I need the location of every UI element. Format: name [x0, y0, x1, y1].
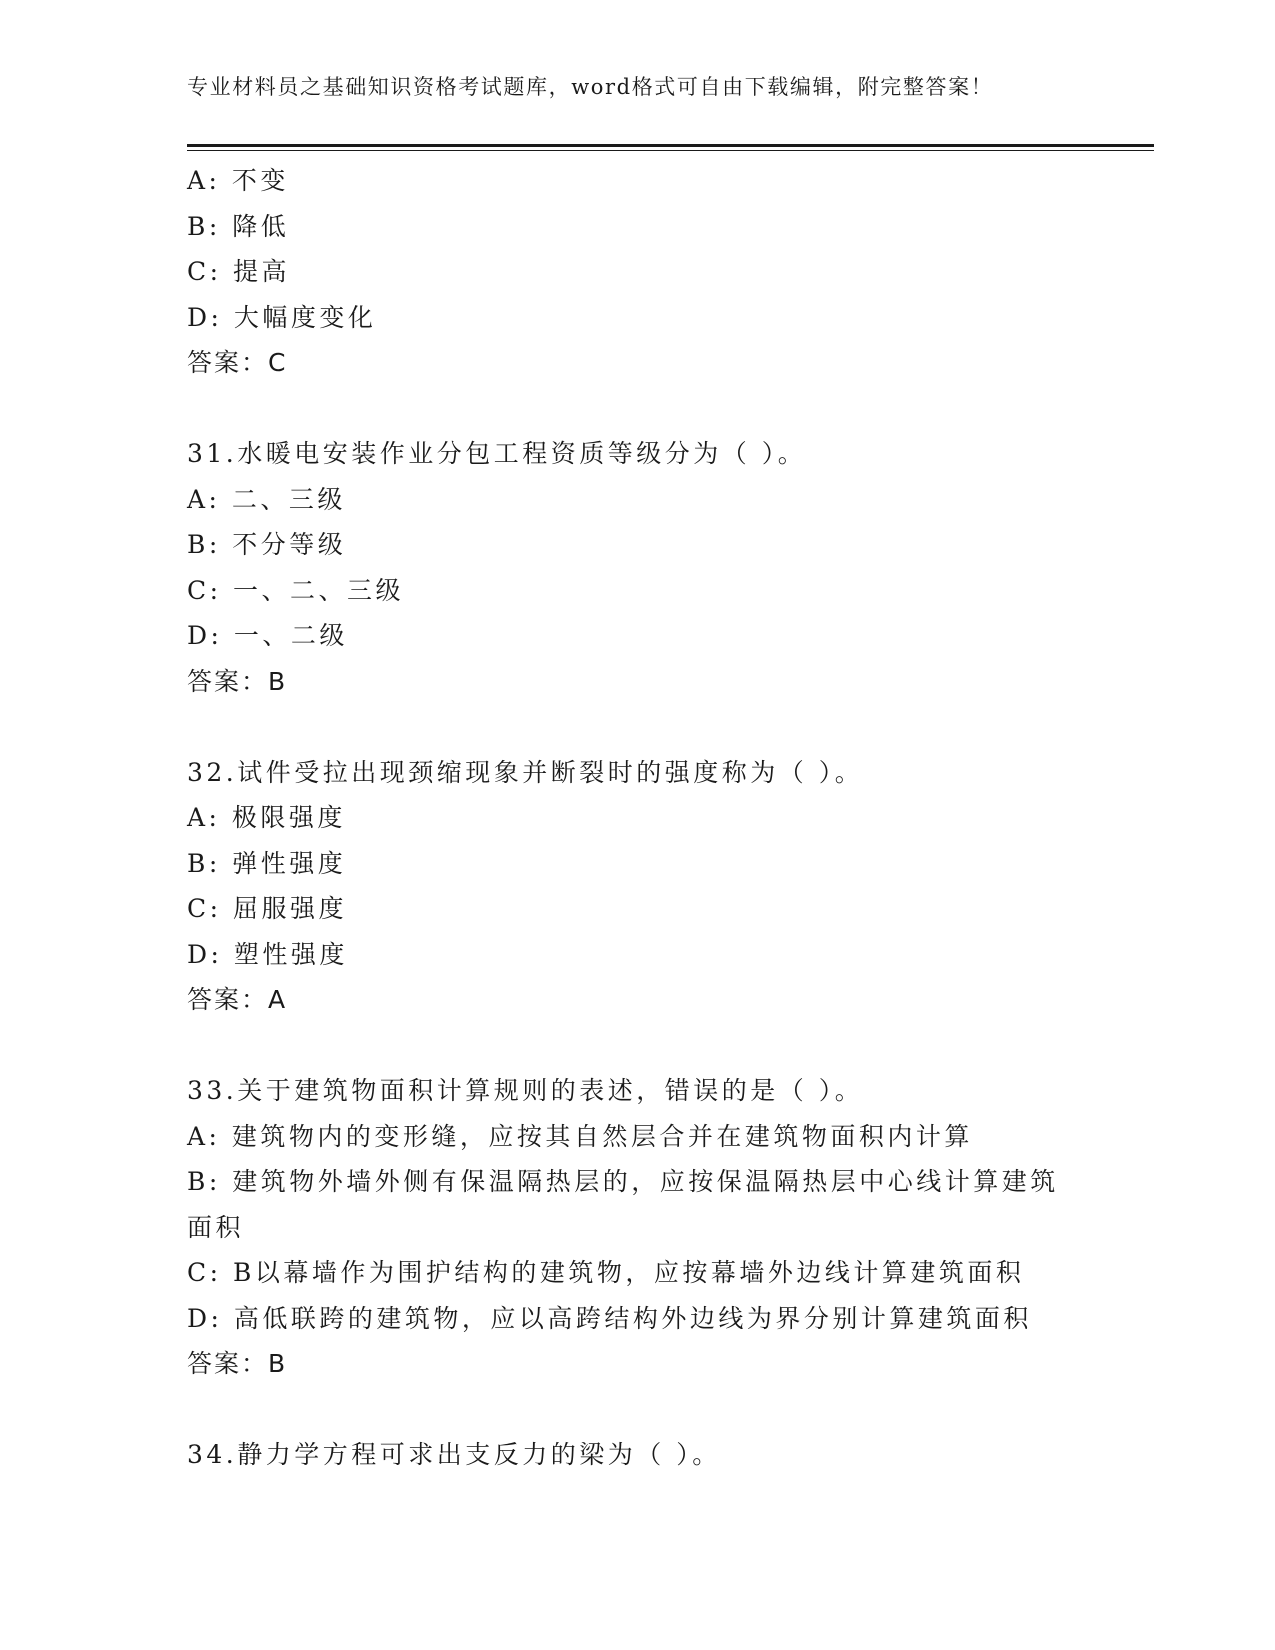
option-b: B: 不分等级 — [187, 530, 347, 559]
header-rule-thin — [187, 150, 1154, 151]
option-c: C: 一、二、三级 — [187, 575, 404, 605]
question-text: 34.静力学方程可求出支反力的梁为（ ）。 — [187, 1440, 721, 1469]
question-list — [187, 158, 1087, 1478]
question-31 — [187, 431, 1087, 704]
option-b: B: 降低 — [187, 211, 290, 241]
answer-line: 答案：A — [187, 985, 288, 1014]
page-header: 专业材料员之基础知识资格考试题库，word格式可自由下载编辑，附完整答案！ — [187, 75, 994, 99]
header-rule-thick — [187, 144, 1154, 147]
spacer — [187, 1387, 1087, 1433]
option-d: D: 塑性强度 — [187, 939, 348, 969]
spacer — [187, 386, 1087, 432]
question-text: 33.关于建筑物面积计算规则的表述，错误的是（ ）。 — [187, 1076, 864, 1105]
option-c: C: 提高 — [187, 257, 290, 286]
option-b: B: 弹性强度 — [187, 848, 347, 878]
question-text: 32.试件受拉出现颈缩现象并断裂时的强度称为（ ）。 — [187, 757, 864, 787]
option-d: D: 大幅度变化 — [187, 302, 377, 332]
spacer — [187, 1023, 1087, 1069]
option-a: A: 建筑物内的变形缝，应按其自然层合并在建筑物面积内计算 — [187, 1121, 973, 1151]
option-c: C: B以幕墙作为围护结构的建筑物，应按幕墙外边线计算建筑面积 — [187, 1258, 1025, 1287]
option-a: A: 不变 — [187, 166, 289, 195]
answer-line: 答案：B — [187, 1349, 288, 1378]
option-a: A: 极限强度 — [187, 803, 346, 832]
question-33 — [187, 1068, 1087, 1387]
option-d: D: 高低联跨的建筑物，应以高跨结构外边线为界分别计算建筑面积 — [187, 1303, 1032, 1333]
question-30 — [187, 158, 1087, 386]
option-d: D: 一、二级 — [187, 621, 348, 650]
option-a: A: 二、三级 — [187, 484, 346, 514]
question-text: 31.水暖电安装作业分包工程资质等级分为（ ）。 — [187, 439, 807, 468]
option-b: B: 建筑物外墙外侧有保温隔热层的，应按保温隔热层中心线计算建筑面积 — [187, 1167, 1059, 1242]
answer-line: 答案：B — [187, 666, 288, 696]
option-c: C: 屈服强度 — [187, 894, 347, 923]
question-34 — [187, 1432, 1087, 1478]
answer-line: 答案：C — [187, 348, 288, 377]
spacer — [187, 704, 1087, 750]
question-32 — [187, 750, 1087, 1023]
